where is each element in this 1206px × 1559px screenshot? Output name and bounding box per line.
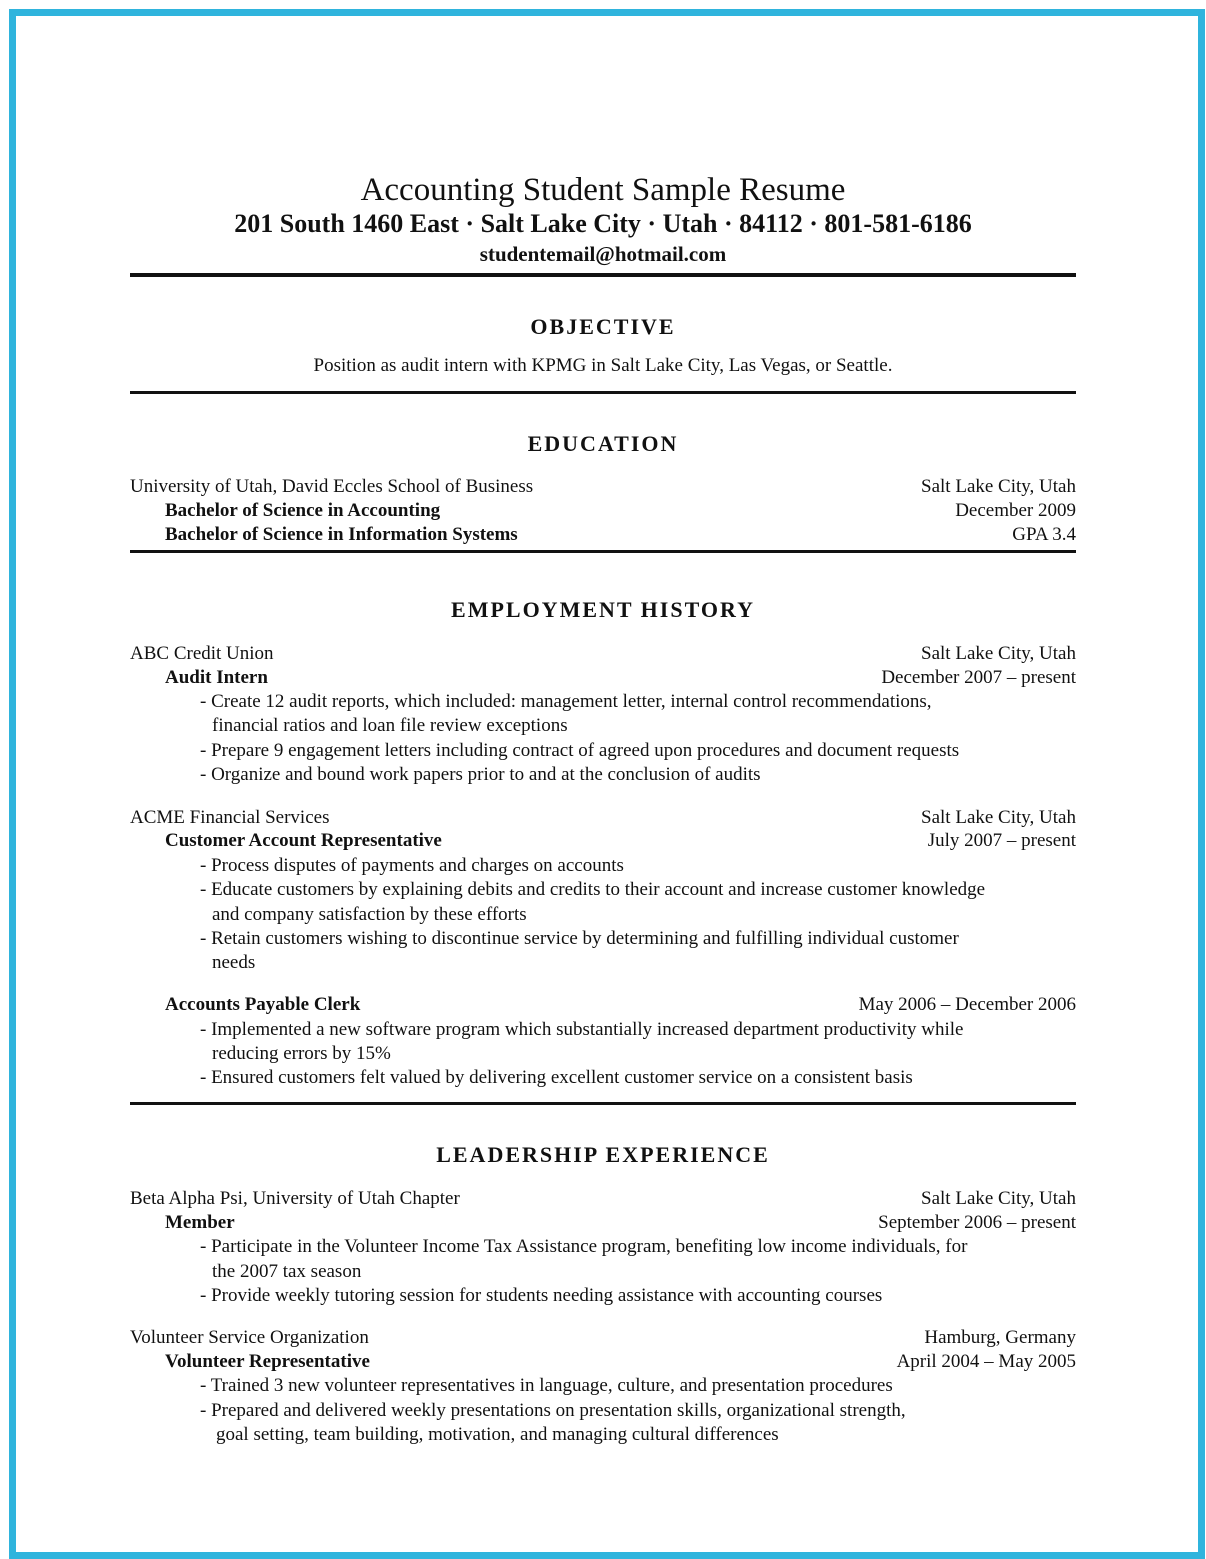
job2-bullet3-cont: needs bbox=[212, 952, 256, 973]
job3-title-row bbox=[130, 993, 1076, 1017]
job2-title-row bbox=[130, 829, 1076, 853]
job2-bullet2: - Educate customers by explaining debits and credits to their account and increase customer knowledge bbox=[200, 879, 986, 900]
role2-bullet1: - Trained 3 new volunteer representatives in language, culture, and presentation procedures bbox=[200, 1375, 893, 1396]
school-location: Salt Lake City, Utah bbox=[921, 476, 1076, 497]
job1-title: Audit Intern bbox=[165, 667, 268, 688]
degree-accounting: Bachelor of Science in Accounting bbox=[165, 500, 441, 521]
graduation-date: December 2009 bbox=[955, 500, 1076, 521]
role2-location: Hamburg, Germany bbox=[924, 1327, 1076, 1348]
contact-email: studentemail@hotmail.com bbox=[479, 242, 727, 266]
education-divider bbox=[130, 550, 1076, 553]
employment-divider bbox=[130, 1102, 1076, 1105]
objective-heading: OBJECTIVE bbox=[530, 314, 676, 339]
role2-org-row bbox=[130, 1326, 1076, 1350]
education-degree1-row bbox=[130, 499, 1076, 523]
role2-bullet2: - Prepared and delivered weekly presentations on presentation skills, organizational strength, bbox=[200, 1400, 906, 1421]
job2-bullet2-cont: and company satisfaction by these efforts bbox=[212, 904, 527, 925]
role2-bullet2-cont: goal setting, team building, motivation, and managing cultural differences bbox=[216, 1424, 779, 1445]
job2-title: Customer Account Representative bbox=[165, 830, 442, 851]
role1-org: Beta Alpha Psi, University of Utah Chapter bbox=[130, 1188, 460, 1209]
job2-location: Salt Lake City, Utah bbox=[921, 807, 1076, 828]
header-divider bbox=[130, 273, 1076, 277]
job1-location: Salt Lake City, Utah bbox=[921, 643, 1076, 664]
role1-title: Member bbox=[165, 1212, 235, 1233]
role1-org-row bbox=[130, 1187, 1076, 1211]
contact-address: 201 South 1460 East · Salt Lake City · Utah · 84112 · 801-581-6186 bbox=[234, 209, 972, 238]
job2-dates: July 2007 – present bbox=[927, 830, 1076, 851]
role1-location: Salt Lake City, Utah bbox=[921, 1188, 1076, 1209]
school-name: University of Utah, David Eccles School of Business bbox=[130, 476, 534, 497]
role2-title: Volunteer Representative bbox=[165, 1351, 370, 1372]
objective-text: Position as audit intern with KPMG in Salt Lake City, Las Vegas, or Seattle. bbox=[313, 355, 893, 376]
leadership-heading: LEADERSHIP EXPERIENCE bbox=[436, 1142, 770, 1167]
employment-heading: EMPLOYMENT HISTORY bbox=[451, 597, 755, 622]
gpa: GPA 3.4 bbox=[1012, 524, 1076, 545]
role1-title-row bbox=[130, 1211, 1076, 1235]
resume-title: Accounting Student Sample Resume bbox=[360, 172, 846, 208]
job3-bullet2: - Ensured customers felt valued by delivering excellent customer service on a consistent basis bbox=[200, 1067, 913, 1088]
role1-bullet2: - Provide weekly tutoring session for students needing assistance with accounting courses bbox=[200, 1285, 883, 1306]
role1-bullet1: - Participate in the Volunteer Income Tax Assistance program, benefiting low income individuals, for bbox=[200, 1236, 968, 1257]
job3-bullet1: - Implemented a new software program which substantially increased department productivity while bbox=[200, 1019, 964, 1040]
job2-org: ACME Financial Services bbox=[130, 807, 330, 828]
job1-bullet3: - Organize and bound work papers prior to and at the conclusion of audits bbox=[200, 764, 761, 785]
job2-bullet1: - Process disputes of payments and charges on accounts bbox=[200, 855, 624, 876]
job1-bullet2: - Prepare 9 engagement letters including contract of agreed upon procedures and document requests bbox=[200, 740, 960, 761]
job3-title: Accounts Payable Clerk bbox=[165, 994, 361, 1015]
education-heading: EDUCATION bbox=[527, 431, 679, 456]
role1-dates: September 2006 – present bbox=[878, 1212, 1076, 1233]
job3-bullet1-cont: reducing errors by 15% bbox=[212, 1043, 391, 1064]
role2-dates: April 2004 – May 2005 bbox=[896, 1351, 1076, 1372]
education-school-row bbox=[130, 475, 1076, 499]
job2-bullet3: - Retain customers wishing to discontinue service by determining and fulfilling individual customer bbox=[200, 928, 959, 949]
job2-org-row bbox=[130, 806, 1076, 830]
degree-information-systems: Bachelor of Science in Information Systems bbox=[165, 524, 518, 545]
job1-bullet1-cont: financial ratios and loan file review exceptions bbox=[212, 715, 568, 736]
job3-dates: May 2006 – December 2006 bbox=[858, 994, 1076, 1015]
role1-bullet1-cont: the 2007 tax season bbox=[212, 1261, 362, 1282]
job1-org: ABC Credit Union bbox=[130, 643, 274, 664]
role2-title-row bbox=[130, 1350, 1076, 1374]
job1-org-row bbox=[130, 642, 1076, 666]
objective-divider bbox=[130, 391, 1076, 394]
education-degree2-row bbox=[130, 523, 1076, 547]
job1-dates: December 2007 – present bbox=[881, 667, 1076, 688]
job1-title-row bbox=[130, 666, 1076, 690]
role2-org: Volunteer Service Organization bbox=[130, 1327, 369, 1348]
job1-bullet1: - Create 12 audit reports, which included: management letter, internal control recommendations, bbox=[200, 691, 932, 712]
